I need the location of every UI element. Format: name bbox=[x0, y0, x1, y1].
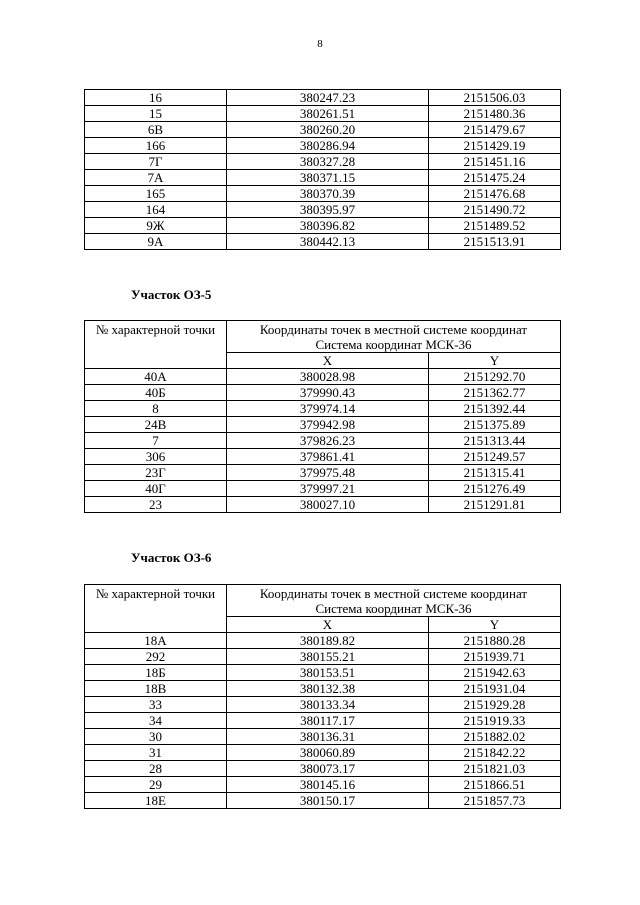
y-coordinate-cell: 2151375.89 bbox=[429, 417, 561, 433]
y-coordinate-cell: 2151392.44 bbox=[429, 401, 561, 417]
point-number-cell: 31 bbox=[85, 745, 227, 761]
point-number-cell: 18А bbox=[85, 633, 227, 649]
header-coordinates-line2: Система координат МСК-36 bbox=[315, 601, 472, 616]
table-row bbox=[85, 497, 561, 513]
point-number-cell: 7 bbox=[85, 433, 227, 449]
point-number-cell: 16 bbox=[85, 90, 227, 106]
table-row bbox=[85, 170, 561, 186]
point-number-cell: 7Г bbox=[85, 154, 227, 170]
y-coordinate-cell: 2151866.51 bbox=[429, 777, 561, 793]
x-coordinate-cell: 380117.17 bbox=[227, 713, 429, 729]
y-coordinate-cell: 2151880.28 bbox=[429, 633, 561, 649]
x-coordinate-cell: 380145.16 bbox=[227, 777, 429, 793]
table-body bbox=[85, 633, 561, 809]
x-coordinate-cell: 380133.34 bbox=[227, 697, 429, 713]
table-row bbox=[85, 633, 561, 649]
y-coordinate-cell: 2151249.57 bbox=[429, 449, 561, 465]
header-coordinates-line2: Система координат МСК-36 bbox=[315, 337, 472, 352]
table-row bbox=[85, 218, 561, 234]
x-coordinate-cell: 380370.39 bbox=[227, 186, 429, 202]
x-coordinate-cell: 380247.23 bbox=[227, 90, 429, 106]
coordinates-table-continued bbox=[84, 89, 561, 250]
y-coordinate-cell: 2151489.52 bbox=[429, 218, 561, 234]
header-y: Y bbox=[429, 617, 561, 633]
y-coordinate-cell: 2151513.91 bbox=[429, 234, 561, 250]
coordinates-table-oz6 bbox=[84, 584, 561, 809]
y-coordinate-cell: 2151292.70 bbox=[429, 369, 561, 385]
y-coordinate-cell: 2151362.77 bbox=[429, 385, 561, 401]
page-number: 8 bbox=[317, 38, 323, 50]
table-row bbox=[85, 777, 561, 793]
x-coordinate-cell: 380028.98 bbox=[227, 369, 429, 385]
x-coordinate-cell: 380136.31 bbox=[227, 729, 429, 745]
table-row bbox=[85, 90, 561, 106]
x-coordinate-cell: 379975.48 bbox=[227, 465, 429, 481]
x-coordinate-cell: 380189.82 bbox=[227, 633, 429, 649]
x-coordinate-cell: 379861.41 bbox=[227, 449, 429, 465]
point-number-cell: 18Е bbox=[85, 793, 227, 809]
x-coordinate-cell: 380060.89 bbox=[227, 745, 429, 761]
section-title-oz5: Участок ОЗ-5 bbox=[131, 287, 212, 302]
table-row bbox=[85, 433, 561, 449]
y-coordinate-cell: 2151939.71 bbox=[429, 649, 561, 665]
y-coordinate-cell: 2151857.73 bbox=[429, 793, 561, 809]
y-coordinate-cell: 2151842.22 bbox=[429, 745, 561, 761]
point-number-cell: 306 bbox=[85, 449, 227, 465]
table-row bbox=[85, 729, 561, 745]
table-row bbox=[85, 186, 561, 202]
x-coordinate-cell: 379942.98 bbox=[227, 417, 429, 433]
x-coordinate-cell: 379997.21 bbox=[227, 481, 429, 497]
table-row bbox=[85, 649, 561, 665]
y-coordinate-cell: 2151480.36 bbox=[429, 106, 561, 122]
y-coordinate-cell: 2151476.68 bbox=[429, 186, 561, 202]
point-number-cell: 8 bbox=[85, 401, 227, 417]
table-row bbox=[85, 761, 561, 777]
point-number-cell: 24В bbox=[85, 417, 227, 433]
x-coordinate-cell: 380260.20 bbox=[227, 122, 429, 138]
table-row bbox=[85, 713, 561, 729]
point-number-cell: 292 bbox=[85, 649, 227, 665]
y-coordinate-cell: 2151919.33 bbox=[429, 713, 561, 729]
point-number-cell: 6В bbox=[85, 122, 227, 138]
point-number-cell: 29 bbox=[85, 777, 227, 793]
header-coordinates-line1: Координаты точек в местной системе координат bbox=[259, 322, 528, 337]
point-number-cell: 15 bbox=[85, 106, 227, 122]
x-coordinate-cell: 379990.43 bbox=[227, 385, 429, 401]
x-coordinate-cell: 380027.10 bbox=[227, 497, 429, 513]
y-coordinate-cell: 2151276.49 bbox=[429, 481, 561, 497]
y-coordinate-cell: 2151490.72 bbox=[429, 202, 561, 218]
y-coordinate-cell: 2151451.16 bbox=[429, 154, 561, 170]
point-number-cell: 40Г bbox=[85, 481, 227, 497]
point-number-cell: 166 bbox=[85, 138, 227, 154]
header-x: X bbox=[227, 617, 429, 633]
y-coordinate-cell: 2151506.03 bbox=[429, 90, 561, 106]
point-number-cell: 9А bbox=[85, 234, 227, 250]
y-coordinate-cell: 2151821.03 bbox=[429, 761, 561, 777]
y-coordinate-cell: 2151882.02 bbox=[429, 729, 561, 745]
table-row bbox=[85, 202, 561, 218]
coordinates-table-oz5 bbox=[84, 320, 561, 513]
header-x: X bbox=[227, 353, 429, 369]
header-coordinates-line1: Координаты точек в местной системе координат bbox=[259, 586, 528, 601]
point-number-cell: 164 bbox=[85, 202, 227, 218]
table-row bbox=[85, 417, 561, 433]
point-number-cell: 40Б bbox=[85, 385, 227, 401]
x-coordinate-cell: 380327.28 bbox=[227, 154, 429, 170]
point-number-cell: 165 bbox=[85, 186, 227, 202]
x-coordinate-cell: 380442.13 bbox=[227, 234, 429, 250]
header-coordinates bbox=[227, 321, 561, 353]
table-row bbox=[85, 122, 561, 138]
x-coordinate-cell: 380153.51 bbox=[227, 665, 429, 681]
y-coordinate-cell: 2151313.44 bbox=[429, 433, 561, 449]
header-y: Y bbox=[429, 353, 561, 369]
x-coordinate-cell: 380132.38 bbox=[227, 681, 429, 697]
table-row bbox=[85, 234, 561, 250]
table-row bbox=[85, 369, 561, 385]
table-body bbox=[85, 90, 561, 250]
y-coordinate-cell: 2151429.19 bbox=[429, 138, 561, 154]
x-coordinate-cell: 380073.17 bbox=[227, 761, 429, 777]
point-number-cell: 18Б bbox=[85, 665, 227, 681]
table-row bbox=[85, 106, 561, 122]
x-coordinate-cell: 380286.94 bbox=[227, 138, 429, 154]
point-number-cell: 33 bbox=[85, 697, 227, 713]
table-row bbox=[85, 681, 561, 697]
table-row bbox=[85, 401, 561, 417]
point-number-cell: 28 bbox=[85, 761, 227, 777]
table-row bbox=[85, 697, 561, 713]
x-coordinate-cell: 380261.51 bbox=[227, 106, 429, 122]
point-number-cell: 9Ж bbox=[85, 218, 227, 234]
table-row bbox=[85, 745, 561, 761]
point-number-cell: 34 bbox=[85, 713, 227, 729]
point-number-cell: 23 bbox=[85, 497, 227, 513]
x-coordinate-cell: 380155.21 bbox=[227, 649, 429, 665]
x-coordinate-cell: 380150.17 bbox=[227, 793, 429, 809]
table-row bbox=[85, 465, 561, 481]
y-coordinate-cell: 2151315.41 bbox=[429, 465, 561, 481]
y-coordinate-cell: 2151291.81 bbox=[429, 497, 561, 513]
section-title-oz6: Участок ОЗ-6 bbox=[131, 550, 212, 565]
x-coordinate-cell: 380396.82 bbox=[227, 218, 429, 234]
point-number-cell: 23Г bbox=[85, 465, 227, 481]
y-coordinate-cell: 2151931.04 bbox=[429, 681, 561, 697]
table-body bbox=[85, 369, 561, 513]
table-row bbox=[85, 481, 561, 497]
table-row bbox=[85, 449, 561, 465]
table-row bbox=[85, 154, 561, 170]
x-coordinate-cell: 379826.23 bbox=[227, 433, 429, 449]
point-number-cell: 7А bbox=[85, 170, 227, 186]
point-number-cell: 40А bbox=[85, 369, 227, 385]
table-row bbox=[85, 793, 561, 809]
table-row bbox=[85, 385, 561, 401]
table-row bbox=[85, 665, 561, 681]
y-coordinate-cell: 2151475.24 bbox=[429, 170, 561, 186]
y-coordinate-cell: 2151942.63 bbox=[429, 665, 561, 681]
y-coordinate-cell: 2151479.67 bbox=[429, 122, 561, 138]
header-point-number: № характерной точки bbox=[85, 585, 227, 633]
header-coordinates bbox=[227, 585, 561, 617]
header-point-number: № характерной точки bbox=[85, 321, 227, 369]
y-coordinate-cell: 2151929.28 bbox=[429, 697, 561, 713]
x-coordinate-cell: 379974.14 bbox=[227, 401, 429, 417]
x-coordinate-cell: 380395.97 bbox=[227, 202, 429, 218]
x-coordinate-cell: 380371.15 bbox=[227, 170, 429, 186]
table-row bbox=[85, 138, 561, 154]
point-number-cell: 30 bbox=[85, 729, 227, 745]
point-number-cell: 18В bbox=[85, 681, 227, 697]
